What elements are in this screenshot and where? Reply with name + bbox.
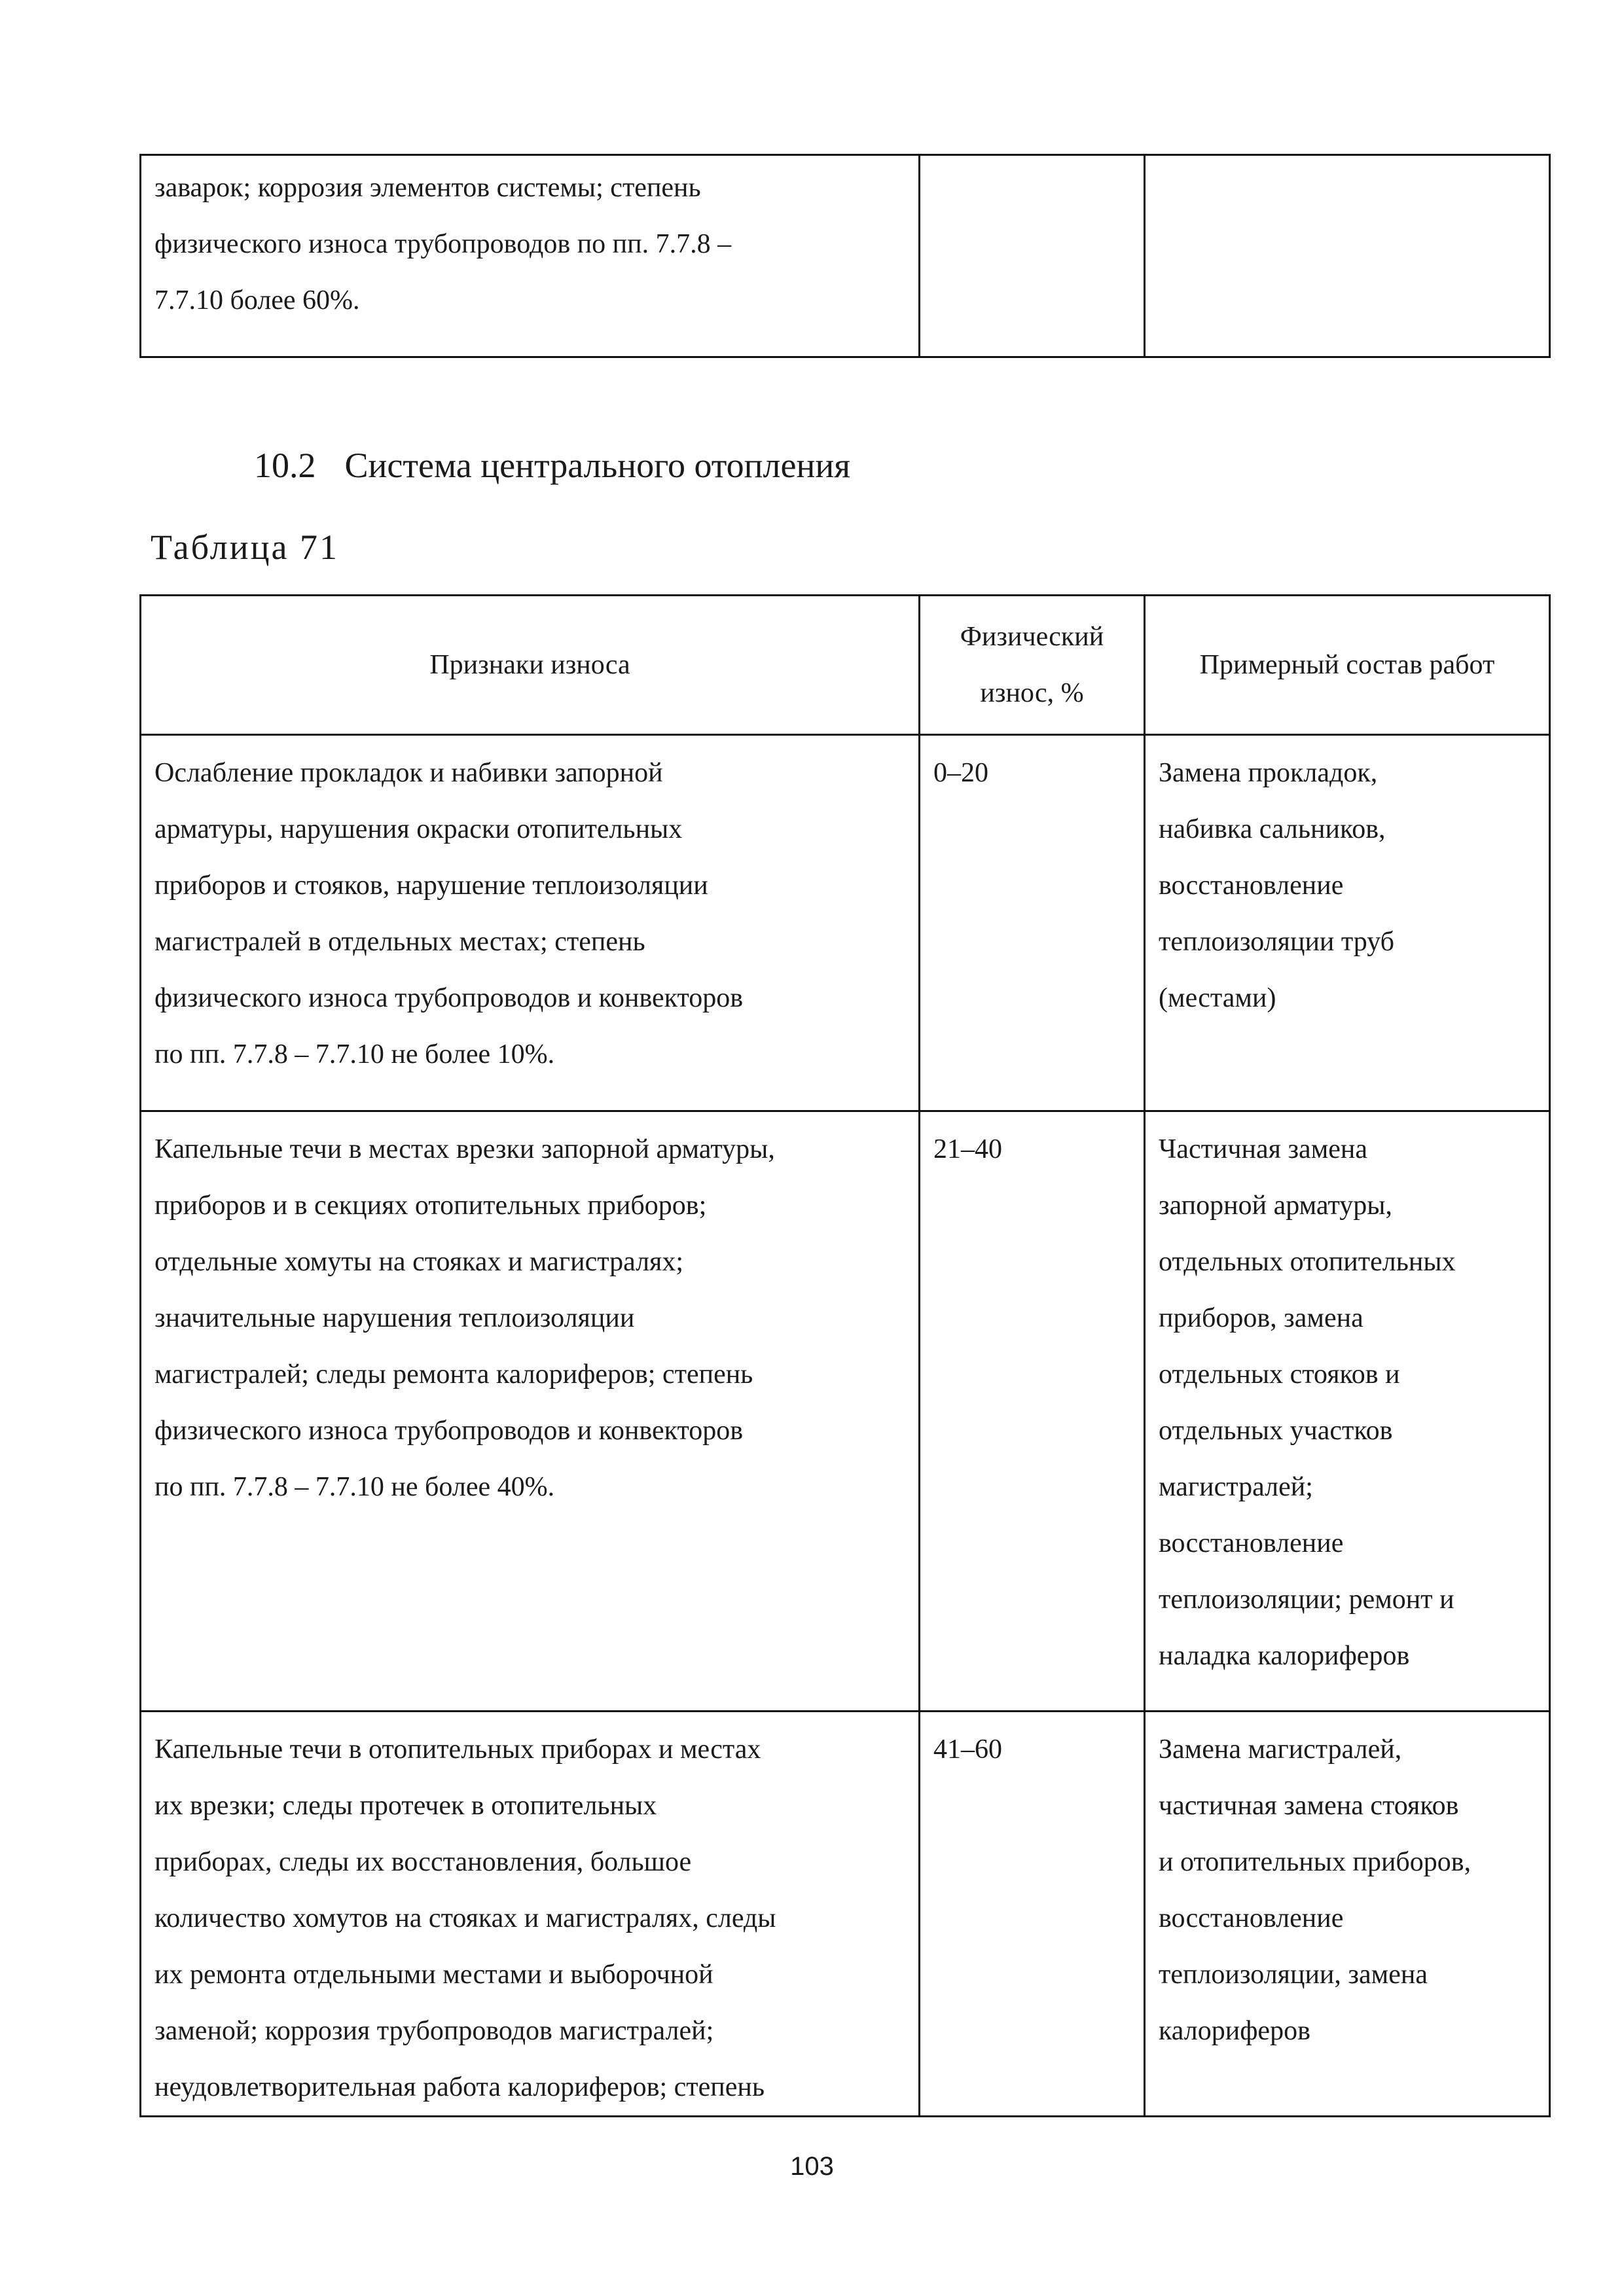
table-caption: Таблица 71	[151, 528, 339, 567]
text-line: теплоизоляции труб	[1159, 927, 1395, 957]
works-cell	[1145, 1111, 1550, 1712]
header-wear-line: износ, %	[980, 678, 1084, 708]
text-line: их ремонта отдельными местами и выборочной	[154, 1960, 713, 1990]
text-line: восстановление	[1159, 1903, 1344, 1933]
text-line: физического износа трубопроводов и конвекторов	[154, 983, 744, 1013]
text-line: наладка калориферов	[1159, 1641, 1410, 1671]
header-wear	[920, 596, 1145, 735]
table-row	[141, 155, 1550, 357]
text-line: физического износа трубопроводов и конвекторов	[154, 1416, 744, 1446]
text-line: приборов, замена	[1159, 1303, 1363, 1333]
text-line: отдельных участков	[1159, 1416, 1393, 1446]
works-cell	[1145, 1712, 1550, 2117]
continuation-table	[139, 154, 1551, 358]
text-line: магистралей;	[1159, 1472, 1313, 1502]
wear-value: 21–40	[933, 1134, 1002, 1164]
header-wear-line: Физический	[960, 622, 1104, 652]
text-line: приборов и стояков, нарушение теплоизоляции	[154, 870, 708, 901]
signs-cell	[141, 1111, 920, 1712]
works-cell	[1145, 155, 1550, 357]
table-header-row	[141, 596, 1550, 735]
header-signs-label: Признаки износа	[429, 650, 630, 680]
table-row	[141, 1712, 1550, 2117]
text-line: восстановление	[1159, 870, 1344, 901]
text-line: неудовлетворительная работа калориферов; степень	[154, 2072, 765, 2102]
section-title: Система центрального отопления	[344, 446, 851, 485]
text-line: отдельных отопительных	[1159, 1247, 1456, 1277]
text-line: по пп. 7.7.8 – 7.7.10 не более 10%.	[154, 1039, 555, 1069]
text-line: их врезки; следы протечек в отопительных	[154, 1791, 657, 1821]
wear-cell	[920, 1712, 1145, 2117]
text-line: отдельных стояков и	[1159, 1359, 1400, 1390]
text-line: частичная замена стояков	[1159, 1791, 1459, 1821]
text-line: физического износа трубопроводов по пп. 7.7.8 –	[154, 229, 732, 259]
text-line: Капельные течи в местах врезки запорной арматуры,	[154, 1134, 775, 1164]
text-line: Капельные течи в отопительных приборах и местах	[154, 1734, 761, 1765]
text-line: теплоизоляции; ремонт и	[1159, 1585, 1454, 1615]
table-row	[141, 735, 1550, 1111]
wear-cell	[920, 155, 1145, 357]
text-line: набивка сальников,	[1159, 814, 1386, 844]
text-line: магистралей в отдельных местах; степень	[154, 927, 645, 957]
page-number: 103	[790, 2152, 834, 2181]
header-works	[1145, 596, 1550, 735]
text-line: Замена прокладок,	[1159, 758, 1378, 788]
text-line: Ослабление прокладок и набивки запорной	[154, 758, 663, 788]
text-line: и отопительных приборов,	[1159, 1847, 1471, 1877]
header-works-label: Примерный состав работ	[1199, 650, 1495, 680]
wear-value: 41–60	[933, 1734, 1002, 1765]
text-line: восстановление	[1159, 1528, 1344, 1558]
section-number: 10.2	[254, 446, 316, 485]
text-line: отдельные хомуты на стояках и магистралях;	[154, 1247, 684, 1277]
text-line: по пп. 7.7.8 – 7.7.10 не более 40%.	[154, 1472, 555, 1502]
wear-value: 0–20	[933, 758, 988, 788]
text-line: теплоизоляции, замена	[1159, 1960, 1428, 1990]
text-line: арматуры, нарушения окраски отопительных	[154, 814, 683, 844]
signs-cell	[141, 155, 920, 357]
wear-table	[139, 594, 1551, 2117]
wear-cell	[920, 1111, 1145, 1712]
wear-cell	[920, 735, 1145, 1111]
text-line: Замена магистралей,	[1159, 1734, 1402, 1765]
text-line: (местами)	[1159, 983, 1276, 1013]
text-line: приборах, следы их восстановления, большое	[154, 1847, 692, 1877]
text-line: 7.7.10 более 60%.	[154, 285, 360, 315]
signs-cell	[141, 735, 920, 1111]
signs-cell	[141, 1712, 920, 2117]
header-signs	[141, 596, 920, 735]
text-line: количество хомутов на стояках и магистралях, следы	[154, 1903, 776, 1933]
text-line: заварок; коррозия элементов системы; степень	[154, 173, 701, 203]
text-line: калориферов	[1159, 2016, 1310, 2046]
text-line: значительные нарушения теплоизоляции	[154, 1303, 635, 1333]
text-line: приборов и в секциях отопительных приборов;	[154, 1191, 707, 1221]
table-row	[141, 1111, 1550, 1712]
works-cell	[1145, 735, 1550, 1111]
text-line: заменой; коррозия трубопроводов магистралей;	[154, 2016, 714, 2046]
section-heading	[254, 445, 850, 486]
text-line: Частичная замена	[1159, 1134, 1368, 1164]
text-line: запорной арматуры,	[1159, 1191, 1392, 1221]
text-line: магистралей; следы ремонта калориферов; степень	[154, 1359, 753, 1390]
